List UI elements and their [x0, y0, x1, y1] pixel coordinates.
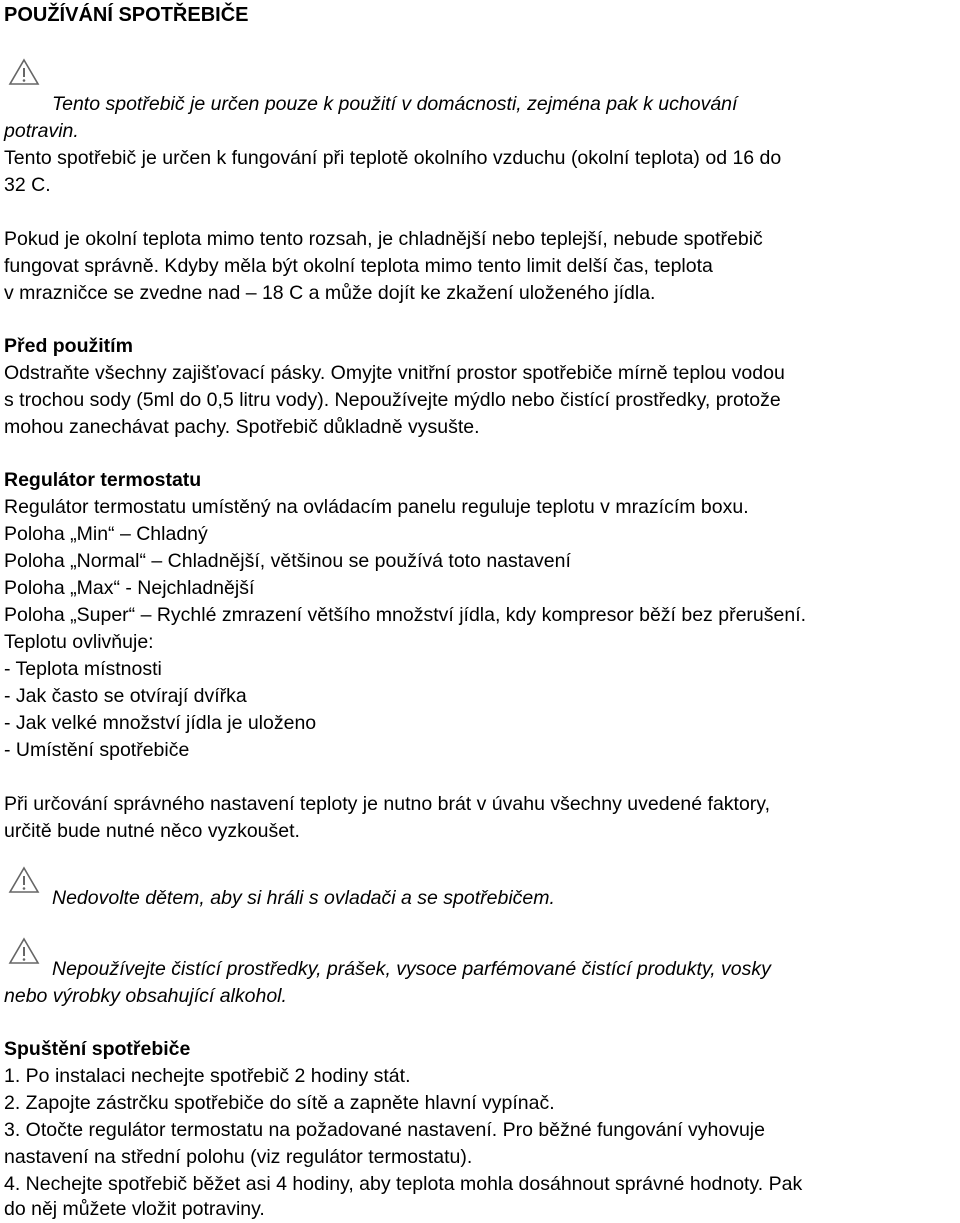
- paragraph-line: určitě bude nutné něco vyzkoušet.: [4, 820, 300, 842]
- list-item: Poloha „Normal“ – Chladnější, většinou se používá toto nastavení: [4, 550, 571, 572]
- list-item: nastavení na střední polohu (viz regulátor termostatu).: [4, 1146, 473, 1168]
- list-item: - Jak velké množství jídla je uloženo: [4, 712, 317, 734]
- section-heading: Před použitím: [4, 335, 133, 357]
- warning-triangle-icon: [8, 866, 40, 894]
- list-item: 1. Po instalaci nechejte spotřebič 2 hodiny stát.: [4, 1065, 411, 1087]
- paragraph-line: Odstraňte všechny zajišťovací pásky. Omyjte vnitřní prostor spotřebiče mírně teplou vodou: [4, 362, 785, 384]
- list-item: - Jak často se otvírají dvířka: [4, 685, 247, 707]
- list-item: 3. Otočte regulátor termostatu na požadované nastavení. Pro běžné fungování vyhovuje: [4, 1119, 765, 1141]
- section-heading: Spuštění spotřebiče: [4, 1038, 191, 1060]
- warning-text: Tento spotřebič je určen pouze k použití v domácnosti, zejména pak k uchování: [52, 93, 738, 115]
- paragraph-line: fungovat správně. Kdyby měla být okolní teplota mimo tento limit delší čas, teplota: [4, 255, 713, 277]
- warning-text: Nedovolte dětem, aby si hráli s ovladači a se spotřebičem.: [52, 887, 555, 909]
- section-heading: Regulátor termostatu: [4, 469, 202, 491]
- list-item: 4. Nechejte spotřebič běžet asi 4 hodiny, aby teplota mohla dosáhnout správné hodnoty. Pak: [4, 1173, 803, 1195]
- paragraph-line: Při určování správného nastavení teploty je nutno brát v úvahu všechny uvedené faktory,: [4, 793, 771, 815]
- paragraph-line: Teplotu ovlivňuje:: [4, 631, 154, 653]
- paragraph-line: Pokud je okolní teplota mimo tento rozsah, je chladnější nebo teplejší, nebude spotřebič: [4, 228, 763, 250]
- paragraph-line: 32 C.: [4, 174, 51, 196]
- paragraph-line: mohou zanechávat pachy. Spotřebič důkladně vysušte.: [4, 416, 480, 438]
- paragraph-line: Regulátor termostatu umístěný na ovládacím panelu reguluje teplotu v mrazícím boxu.: [4, 496, 749, 518]
- warning-text: nebo výrobky obsahující alkohol.: [4, 985, 287, 1007]
- list-item: do něj můžete vložit potraviny.: [4, 1198, 265, 1220]
- list-item: Poloha „Max“ - Nejchladnější: [4, 577, 255, 599]
- paragraph-line: v mrazničce se zvedne nad – 18 C a může dojít ke zkažení uloženého jídla.: [4, 282, 656, 304]
- list-item: Poloha „Super“ – Rychlé zmrazení většího množství jídla, kdy kompresor běží bez přerušení.: [4, 604, 807, 626]
- paragraph-line: Tento spotřebič je určen k fungování při teplotě okolního vzduchu (okolní teplota) od 16 do: [4, 147, 782, 169]
- warning-text: Nepoužívejte čistící prostředky, prášek, vysoce parfémované čistící produkty, vosky: [52, 958, 771, 980]
- list-item: - Teplota místnosti: [4, 658, 162, 680]
- warning-text: potravin.: [4, 120, 79, 142]
- warning-triangle-icon: [8, 937, 40, 965]
- list-item: Poloha „Min“ – Chladný: [4, 523, 208, 545]
- warning-triangle-icon: [8, 58, 40, 86]
- list-item: 2. Zapojte zástrčku spotřebiče do sítě a zapněte hlavní vypínač.: [4, 1092, 555, 1114]
- list-item: - Umístění spotřebiče: [4, 739, 190, 761]
- page-title: POUŽÍVÁNÍ SPOTŘEBIČE: [4, 4, 249, 26]
- paragraph-line: s trochou sody (5ml do 0,5 litru vody). Nepoužívejte mýdlo nebo čistící prostředky, protože: [4, 389, 781, 411]
